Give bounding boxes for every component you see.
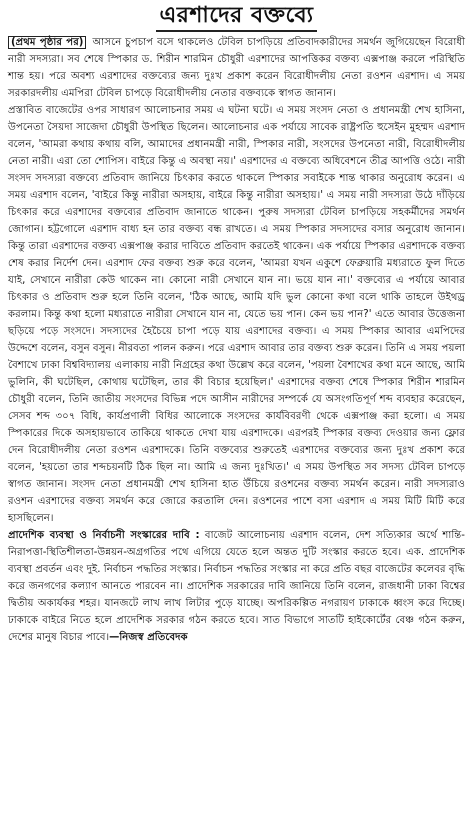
byline: —নিজস্ব প্রতিবেদক <box>109 632 188 643</box>
paragraph-1-text: আসনে চুপচাপ বসে থাকলেও টেবিল চাপড়িয়ে প্রতিবাদকারীদের সমর্থন জুগিয়েছেন বিরোধী নারী সদস্যরা। সব শেষে স্পিকার ড. শিরীন শারমিন চৌধুরী এরশাদের আপত্তিকর বক্তব্য এক্সপাঞ্জ করলে পরিস্থিতি শান্ত হয়। পরে অবশ্য এরশাদের বক্তব্যের জন্য দুঃখ প্রকাশ করেন বিরোধীদলীয় নেতা রওশন এরশাদ। এ সময় সরকারদলীয় এমপিরা টেবিল চাপড়ে বিরোধীদলীয় নেতার বক্তব্যকে স্বাগত জানান। <box>8 37 465 99</box>
headline-container <box>8 0 465 34</box>
section-text: বাজেট আলোচনায় এরশাদ বলেন, দেশ সত্যিকার অর্থে শান্তি-নিরাপত্তা-স্থিতিশীলতা-উন্নয়ন-অগ্রগতির পথে এগিয়ে যেতে হলে অন্তত দুটি সংস্কার করতে হবে। এক. প্রাদেশিক ব্যবস্থা প্রবর্তন এবং দুই. নির্বাচন পদ্ধতির সংস্কার। নির্বাচন পদ্ধতির সংস্কার না করে প্রতি বছর বাজেটের কলেবর বৃদ্ধি করে জনগণের কল্যাণ আনতে পারবেন না। প্রাদেশিক সরকারের দাবি জানিয়ে তিনি বলেন, রাজধানী ঢাকা বিশ্বের দ্বিতীয় অকার্যকর শহর। যানজটে লাখ লাখ লিটার পুড়ে যাচ্ছে। অপরিকল্পিত নগরায়ণ ঢাকাকে ধ্বংস করে দিচ্ছে। ঢাকাকে বাইরে নিতে হলে প্রাদেশিক সরকার গঠন করতে হবে। সাত বিভাগে সাতটি হাইকোর্টের বেঞ্চ গঠন করুন, দেশের মানুষ বিচার পাবে। <box>8 530 465 643</box>
continued-from-label: (প্রথম পৃষ্ঠার পর) <box>8 36 86 49</box>
paragraph-1 <box>8 34 465 102</box>
section-heading: প্রাদেশিক ব্যবস্থা ও নির্বাচনী সংস্কারের দাবি : <box>8 530 200 541</box>
article-body <box>8 34 465 646</box>
paragraph-2: প্রস্তাবিত বাজেটের ওপর সাধারণ আলোচনার সময় এ ঘটনা ঘটে। এ সময় সংসদ নেতা ও প্রধানমন্ত্রী শেখ হাসিনা, উপনেতা সৈয়দা সাজেদা চৌধুরী উপস্থিত ছিলেন। আলোচনার এক পর্যায়ে সাবেক রাষ্ট্রপতি হুসেইন মুহম্মদ এরশাদ বলেন, 'আমরা কথায় কথায় বলি, আমাদের প্রধানমন্ত্রী নারী, স্পিকার নারী, সংসদের উপনেতা নারী, বিরোধীদলীয় নেতা নারী। এরা তো শোপিস। বাইরে কিন্তু এ অবস্থা নয়।' এরশাদের এ বক্তব্যে অধিবেশনে তীব্র আপত্তি ওঠে। নারী সংসদ সদস্যরা বক্তব্যে প্রতিবাদ জানিয়ে চিৎকার করতে থাকলে স্পিকার সবাইকে শান্ত থাকার অনুরোধ করেন। এ সময় এরশাদ বলেন, 'বাইরে কিন্তু নারীরা অসহায়, বাইরে কিন্তু নারীরা অসহায়।' এ সময় নারী সদস্যরা উঠে দাঁড়িয়ে চিৎকার করে এরশাদের বক্তব্যের প্রতিবাদ জানাতে থাকেন। পুরুষ সদস্যরা টেবিল চাপড়িয়ে সহকর্মীদের সমর্থন জোগান। হট্টগোলে এরশাদ বাধ্য হন তার বক্তব্য বন্ধ রাখতে। এ সময় স্পিকার সদস্যদের বসার অনুরোধ জানান। কিন্তু তারা এরশাদের বক্তব্য এক্সপাঞ্জ করার দাবিতে প্রতিবাদ করতেই থাকেন। এক পর্যায়ে স্পিকার এরশাদকে বক্তব্য শেষ করার নির্দেশ দেন। এরশাদ ফের বক্তব্য শুরু করে বলেন, 'আমরা যখন একুশে ফেব্রুয়ারি মধ্যরাতে ফুল দিতে যাই, সেখানে নারীরা কেউ থাকেন না। কোনো নারী সেখানে যান না। ভয়ে যান না।' বক্তব্যের এ পর্যায়ে আবার চিৎকার ও প্রতিবাদ শুরু হলে তিনি বলেন, 'ঠিক আছে, আমি যদি ভুল কোনো কথা বলে থাকি তাহলে উইথড্র করলাম। কিন্তু কথা হলো মধ্যরাতে নারীরা সেখানে যান না, যেতে ভয় পান। কেন ভয় পান?' এতে আবার উত্তেজনা ছড়িয়ে পড়ে সংসদে। সদস্যদের হৈচৈয়ে চাপা পড়ে যায় এরশাদের বক্তব্য। এ সময় স্পিকার আবার এমপিদের উদ্দেশে বলেন, বসুন বসুন। নীরবতা পালন করুন। পরে এরশাদ আবার তার বক্তব্য শুরু করেন। তিনি এ সময় পয়লা বৈশাখে ঢাকা বিশ্ববিদ্যালয় এলাকায় নারী নিগ্রহের কথা উল্লেখ করে বলেন, 'পয়লা বৈশাখের কথা মনে আছে, আমি ভুলিনি, কী ঘটেছিল, কোথায় ঘটেছিল, তার কী বিচার হয়েছিল।' এরশাদের বক্তব্য শেষে স্পিকার শিরীন শারমিন চৌধুরী বলেন, তিনি জাতীয় সংসদের বিভিন্ন পদে আসীন নারীদের সম্পর্কে যে অসংগতিপূর্ণ শব্দ ব্যবহার করেছেন, সেসব শব্দ ৩০৭ বিধি, কার্যপ্রণালী বিধির আলোকে সংসদের কার্যবিবরণী থেকে এক্সপাঞ্জ করা হলো। এ সময় স্পিকারের দিকে অসহায়ভাবে তাকিয়ে থাকতে দেখা যায় এরশাদকে। এরপরই স্পিকার বক্তব্য দেওয়ার জন্য ফ্লোর দেন বিরোধীদলীয় নেতা রওশন এরশাদকে। তিনি বক্তব্যের শুরুতেই এরশাদের বক্তব্যের জন্য দুঃখ প্রকাশ করে বলেন, 'হয়তো তার শব্দচয়নটি ঠিক ছিল না। আমি এ জন্য দুঃখিত।' এ সময় উপস্থিত সব সদস্য টেবিল চাপড়ে স্বাগত জানান। সংসদ নেতা প্রধানমন্ত্রী শেখ হাসিনা হাত উঁচিয়ে রওশনের বক্তব্য সমর্থন করেন। নারী সদস্যরাও রওশন এরশাদের বক্তব্য সমর্থন করে জোরে করতালি দেন। রওশনের পাশে বসা এরশাদ এ সময় মিটি মিটি করে হাসছিলেন। <box>8 105 465 524</box>
section-paragraph <box>8 527 465 646</box>
headline: এরশাদের বক্তব্যে <box>156 2 318 32</box>
